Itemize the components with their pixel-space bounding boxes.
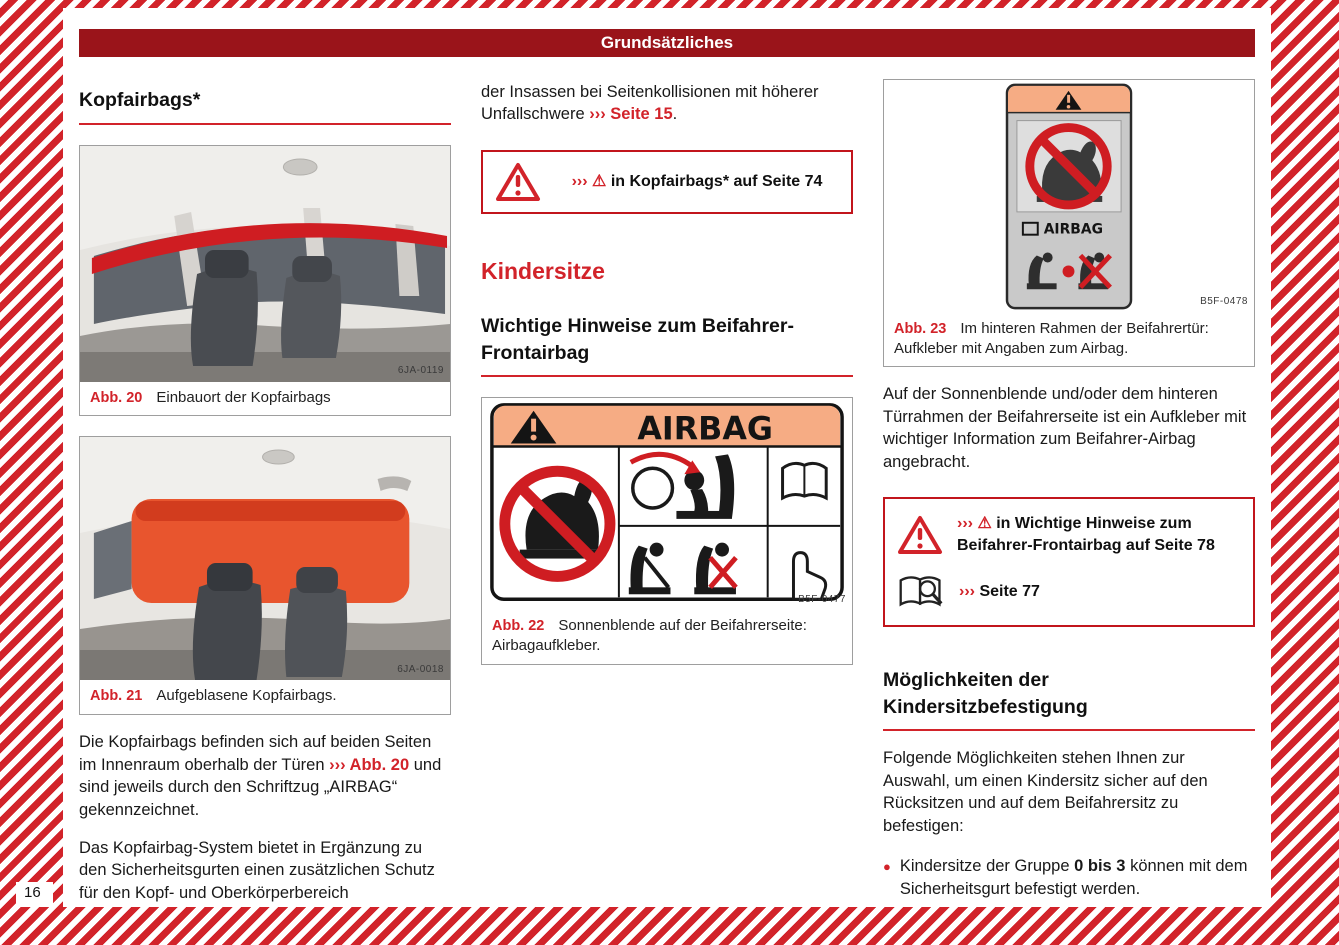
figure-abb20-image bbox=[80, 146, 450, 382]
book-magnifier-icon bbox=[897, 572, 945, 611]
figure-caption-text: Aufgeblasene Kopfairbags. bbox=[156, 687, 337, 705]
text: können mit dem Sicherheitsgurt befestigt werden. bbox=[899, 857, 1248, 898]
warning-row-2 bbox=[897, 572, 1241, 611]
bullet-item-gruppe-0-bis-3 bbox=[883, 855, 1255, 900]
text: Die Kopfairbags befinden sich auf beiden Seiten im Innenraum oberhalb der Türen bbox=[79, 733, 432, 774]
inline-warning-icon: ⚠ bbox=[977, 515, 992, 533]
column-middle bbox=[481, 77, 853, 904]
page-number: 16 bbox=[16, 882, 53, 907]
figure-label: Abb. 22 bbox=[492, 618, 545, 635]
heading-kindersitzbefestigung: Möglichkeiten der Kindersitzbefestigung bbox=[883, 667, 1255, 731]
warning-text bbox=[555, 171, 839, 193]
warning-row-1 bbox=[897, 513, 1241, 556]
column-right bbox=[883, 77, 1255, 904]
figure-abb22-caption bbox=[482, 610, 852, 663]
text: Kindersitze der Gruppe bbox=[899, 857, 1075, 876]
figure-abb23 bbox=[883, 79, 1255, 367]
airbag-sticker-title: AIRBAG bbox=[1043, 221, 1104, 238]
paragraph-kopfairbags-1 bbox=[79, 731, 451, 821]
manual-page bbox=[24, 8, 1271, 907]
text: Seite 77 bbox=[979, 582, 1040, 600]
figure-label: Abb. 23 bbox=[894, 321, 947, 337]
figure-caption-text: Im hinteren Rahmen der Beifahrertür: Aufkleber mit Angaben zum Airbag. bbox=[894, 320, 1209, 357]
xref-abb20: ››› Abb. 20 bbox=[329, 755, 410, 774]
warning-box-kopfairbags bbox=[481, 150, 853, 214]
figure-abb20 bbox=[79, 145, 451, 417]
warning-text bbox=[957, 513, 1241, 556]
warning-triangle-icon bbox=[495, 162, 541, 202]
inline-warning-icon: ⚠ bbox=[592, 173, 607, 191]
figure-code: 6JA-0018 bbox=[397, 663, 444, 675]
figure-caption-text: Einbauort der Kopfairbags bbox=[156, 388, 331, 406]
airbag-warning-label-illustration bbox=[482, 398, 852, 610]
paragraph-continuation bbox=[481, 81, 853, 126]
heading-kopfairbags: Kopfairbags* bbox=[79, 87, 451, 125]
figure-abb23-image bbox=[884, 80, 1254, 313]
figure-abb23-caption bbox=[884, 313, 1254, 366]
paragraph-moeglichkeiten: Folgende Möglichkeiten stehen Ihnen zur Auswahl, um einen Kindersitz sicher auf den Rücksitzen und auf dem Beifahrersitz zu befestigen: bbox=[883, 749, 1208, 835]
bullet-dot: ● bbox=[883, 859, 891, 875]
figure-code: B5F-0478 bbox=[1200, 296, 1248, 308]
figure-code: 6JA-0119 bbox=[397, 364, 444, 376]
text: in Wichtige Hinweise zum Beifahrer-Frontairbag auf Seite 78 bbox=[957, 515, 1215, 554]
text: und sind jeweils durch den Schriftzug „AIRBAG“ gekennzeichnet. bbox=[79, 755, 442, 819]
heading-kindersitze: Kindersitze bbox=[481, 257, 605, 284]
paragraph-sonnenblende: Auf der Sonnenblende und/oder dem hinteren Türrahmen der Beifahrerseite ist ein Aufkleber mit wichtiger Information zum Beifahrer-Airbag angebracht. bbox=[883, 385, 1247, 471]
text: in Kopfairbags* auf Seite 74 bbox=[610, 173, 823, 191]
figure-abb20-caption bbox=[80, 382, 450, 416]
column-left bbox=[79, 77, 451, 904]
warning-text bbox=[959, 581, 1040, 603]
xref-seite-15: ››› Seite 15 bbox=[589, 105, 673, 124]
inflated-curtain-airbag-illustration bbox=[80, 437, 450, 680]
text: der Insassen bei Seitenkollisionen mit höherer Unfallschwere bbox=[481, 83, 819, 124]
figure-abb21 bbox=[79, 436, 451, 715]
door-frame-airbag-sticker-illustration bbox=[884, 80, 1254, 313]
page-header bbox=[79, 29, 1255, 57]
figure-code: B5F-0477 bbox=[798, 593, 846, 605]
text: . bbox=[672, 105, 678, 124]
figure-label: Abb. 21 bbox=[90, 688, 143, 705]
xref-arrows: ››› bbox=[571, 173, 588, 191]
bullet-text bbox=[900, 855, 1255, 900]
heading-wichtige-hinweise: Wichtige Hinweise zum Beifahrer-Frontairbag bbox=[481, 313, 853, 377]
text-bold: 0 bis 3 bbox=[1074, 857, 1126, 876]
figure-abb21-caption bbox=[80, 680, 450, 714]
page-header-title: Grundsätzliches bbox=[600, 33, 734, 52]
figure-caption-text: Sonnenblende auf der Beifahrerseite: Airbagaufkleber. bbox=[492, 617, 807, 655]
figure-abb22 bbox=[481, 397, 853, 664]
figure-label: Abb. 20 bbox=[90, 389, 143, 406]
xref-arrows: ››› bbox=[959, 582, 975, 600]
warning-triangle-icon bbox=[897, 515, 943, 555]
warning-box-beifahrer-frontairbag bbox=[883, 497, 1255, 627]
airbag-label-title: AIRBAG bbox=[637, 411, 773, 448]
car-interior-roofline-illustration bbox=[80, 146, 450, 382]
figure-abb21-image bbox=[80, 437, 450, 680]
xref-arrows: ››› bbox=[957, 515, 973, 533]
paragraph-kopfairbags-2: Das Kopfairbag-System bietet in Ergänzung zu den Sicherheitsgurten einen zusätzlichen Schutz für den Kopf- und Oberkörperbereich bbox=[79, 838, 435, 902]
columns bbox=[79, 77, 1255, 904]
figure-abb22-image bbox=[482, 398, 852, 610]
